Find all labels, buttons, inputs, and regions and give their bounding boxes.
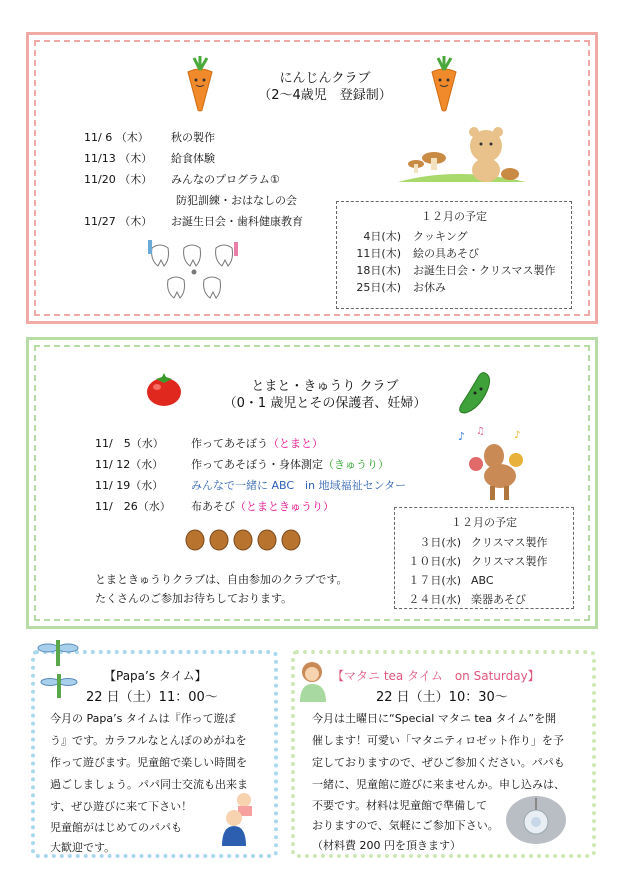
event-date: 11/ 26（水） (95, 500, 171, 513)
event-date: 11/ 5（水） (95, 437, 164, 450)
tomato-club-note-line-2: たくさんのご参加お待ちしております。 (95, 592, 293, 605)
event-date: 11/13 （木） (84, 152, 153, 165)
list-item (84, 150, 303, 171)
list-item (337, 262, 571, 279)
event-text: 給食体験 (171, 152, 215, 165)
list-item (84, 192, 303, 213)
tomato-club-title (190, 378, 460, 412)
event-text: 防犯訓練・おはなしの会 (176, 194, 297, 207)
body-line: おりますので、気軽にご参加下さい。 (312, 819, 499, 832)
body-line: 児童館がはじめてのパパも (50, 821, 182, 834)
event-tag: （きゅうり） (323, 458, 389, 471)
carrot-december-schedule (336, 201, 572, 309)
svg-text:♫: ♫ (476, 426, 485, 437)
event-date: 11/ 19（水） (95, 479, 164, 492)
schedule-date: 4日(木) (363, 230, 401, 243)
event-text: 布あそび (191, 500, 235, 513)
body-line: う』です。カラフルなとんぼのめがねを (50, 734, 247, 747)
matani-tea-datetime: 22 日（土）10：30～ (376, 690, 508, 705)
list-item (337, 245, 571, 262)
event-text: みんなで一緒に ABC in 地域福祉センター (191, 479, 407, 492)
list-item (395, 591, 573, 610)
schedule-date: １０日(水) (408, 555, 461, 568)
schedule-date: 11日(木) (356, 247, 401, 260)
body-line: 一緒に、児童館に遊びに来ませんか。申し込みは、 (312, 778, 565, 791)
horse-maracas-illustration (456, 426, 536, 502)
body-line: 過ごしましょう。パパ同士交流も出来ま (50, 778, 248, 791)
rosette-photo (504, 790, 568, 844)
carrot-club-name: にんじんクラブ (279, 71, 371, 86)
carrot-club-title (210, 70, 440, 104)
schedule-text: 絵の具あそび (413, 247, 479, 260)
schedule-text: 楽器あそび (471, 593, 526, 606)
matani-tea-title: 【マタニ tea タイム on Saturday】 (332, 669, 540, 683)
pregnant-woman-illustration (296, 660, 330, 702)
schedule-date: １７日(水) (408, 574, 461, 587)
event-date: 11/ 12（水） (95, 458, 164, 471)
event-date: 11/20 （木） (84, 173, 153, 186)
schedule-text: クッキング (413, 230, 468, 243)
svg-text:♪: ♪ (514, 430, 521, 441)
event-text: 作ってあそぼう (191, 437, 268, 450)
schedule-date: 18日(木) (356, 264, 401, 277)
event-tag: （とまときゅうり） (235, 500, 334, 513)
schedule-heading: １２月の予定 (451, 516, 517, 529)
body-line: 今月は土曜日に“Special マタニ tea タイム”を開 (312, 712, 557, 725)
event-text: 作ってあそぼう・身体測定 (191, 458, 323, 471)
list-item (337, 279, 571, 296)
list-item (84, 213, 303, 234)
event-text: みんなのプログラム① (171, 173, 280, 186)
svg-text:♪: ♪ (458, 430, 466, 443)
dragonfly-illustration (36, 634, 80, 704)
body-line: 作って遊びます。児童館で楽しい時間を (50, 756, 248, 769)
list-item (84, 171, 303, 192)
body-line: 大歓迎です。 (50, 841, 116, 854)
body-line: 定しておりますので、ぜひご参加ください。パパも (312, 756, 565, 769)
cucumber-illustration (455, 369, 495, 417)
list-item (395, 553, 573, 572)
schedule-date: ２４日(水) (408, 593, 461, 606)
acorns-illustration (183, 526, 303, 552)
papa-time-datetime: 22 日（土）11：00～ (86, 690, 218, 705)
tomato-club-note-line-1: とまときゅうりクラブは、自由参加のクラブです。 (95, 573, 348, 586)
event-tag: （とまと） (268, 437, 323, 450)
schedule-heading: １２月の予定 (421, 210, 487, 223)
teeth-illustration (146, 238, 242, 304)
tomato-december-schedule (394, 507, 574, 609)
tomato-club-name: とまと・きゅうり クラブ (251, 379, 399, 394)
schedule-text: お誕生日会・クリスマス製作 (413, 264, 556, 277)
list-item (95, 456, 406, 477)
schedule-date: ３日(水) (419, 536, 461, 549)
list-item (95, 498, 406, 519)
papa-time-title: 【Papa’s タイム】 (104, 669, 207, 683)
body-line: （材料費 200 円を頂きます） (312, 839, 461, 852)
father-child-illustration (216, 792, 262, 848)
tomato-club-event-list (95, 435, 406, 519)
list-item (395, 572, 573, 591)
carrot-club-event-list (84, 129, 303, 234)
schedule-text: お休み (413, 281, 446, 294)
body-line: 今月の Papa’s タイムは『作って遊ぼ (50, 712, 236, 725)
bear-mushroom-illustration (396, 122, 528, 188)
event-date: 11/ 6 （木） (84, 131, 149, 144)
list-item (84, 129, 303, 150)
tomato-illustration (144, 373, 184, 407)
list-item (337, 228, 571, 245)
event-text: お誕生日会・歯科健康教育 (171, 215, 303, 228)
event-date: 11/27 （木） (84, 215, 153, 228)
schedule-text: ABC (471, 574, 494, 587)
list-item (395, 534, 573, 553)
schedule-text: クリスマス製作 (471, 536, 548, 549)
carrot-club-subtitle: （2～4歳児 登録制） (258, 88, 392, 103)
list-item (95, 435, 406, 456)
schedule-text: クリスマス製作 (471, 555, 548, 568)
tomato-club-subtitle: （0・1 歳児とその保護者、妊婦） (223, 396, 427, 411)
body-line: 催します！可愛い「マタニティロゼット作り」を予 (312, 734, 564, 747)
schedule-date: 25日(木) (356, 281, 401, 294)
body-line: 不要です。材料は児童館で準備して (312, 799, 488, 812)
list-item (95, 477, 406, 498)
body-line: す、ぜひ遊びに来て下さい！ (50, 800, 193, 813)
event-text: 秋の製作 (171, 131, 215, 144)
